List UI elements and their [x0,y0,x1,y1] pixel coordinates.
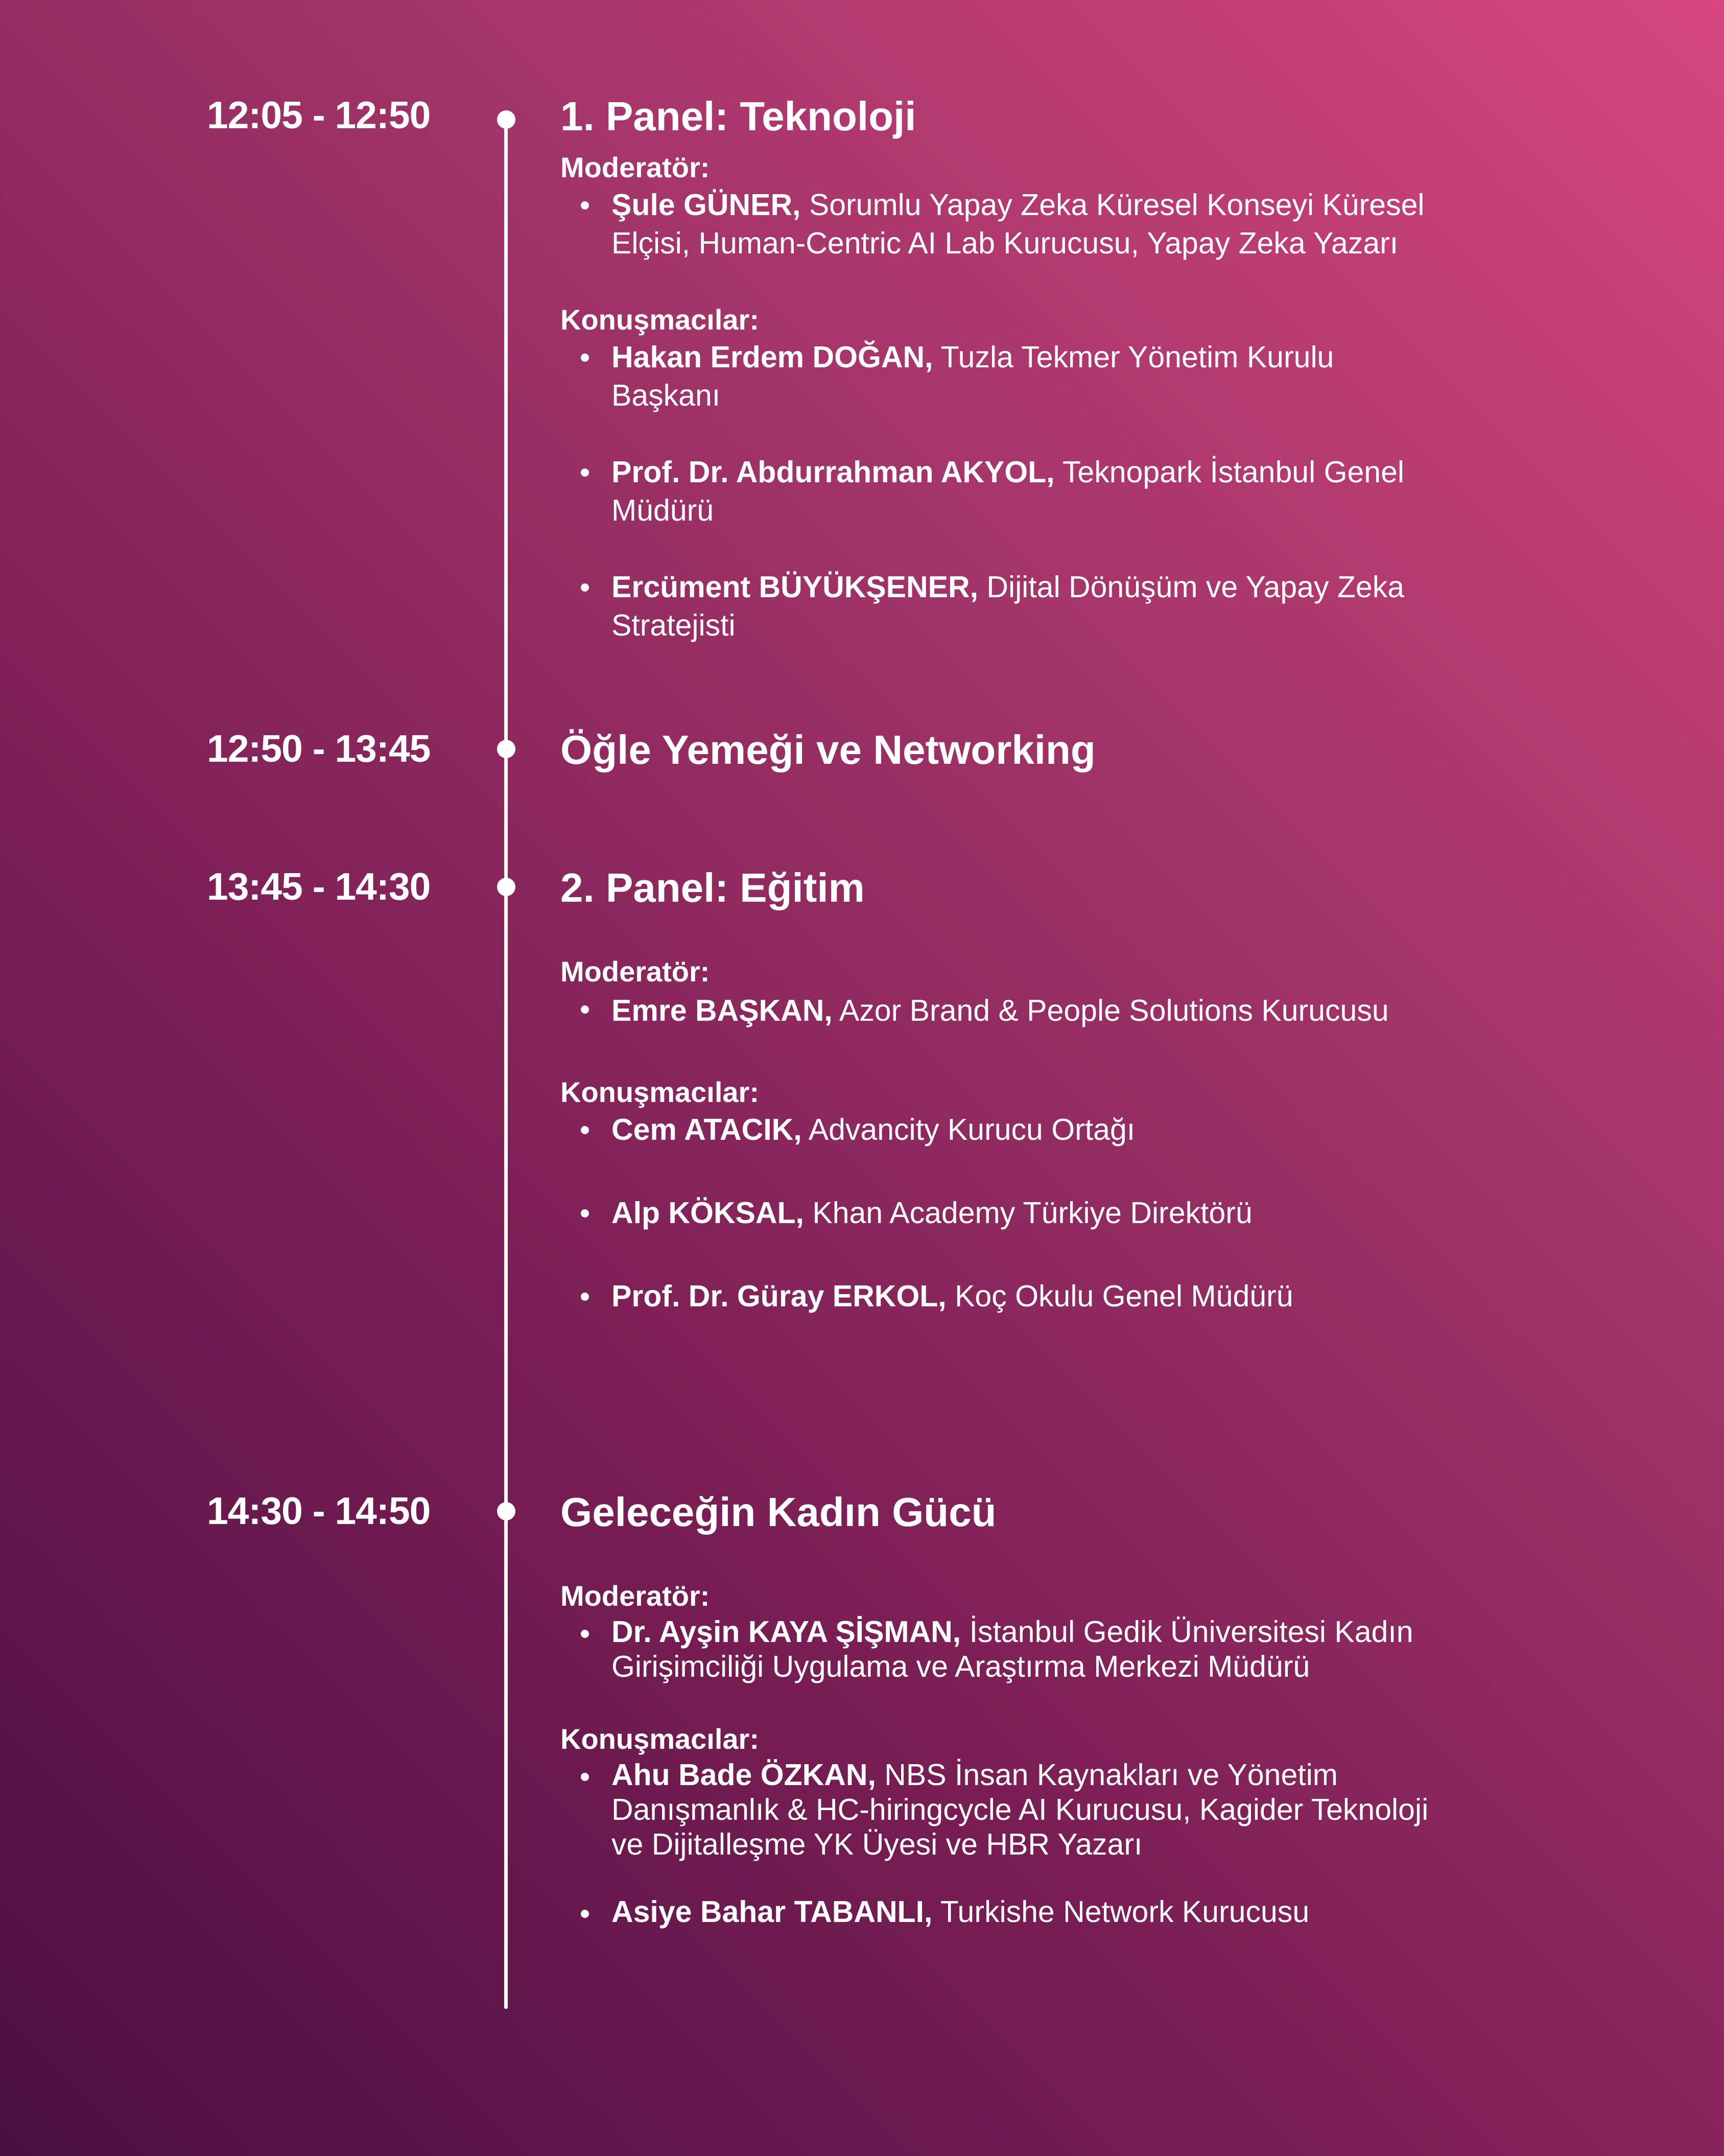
list-item [560,1111,1439,1149]
person-affiliation: Dijital Dönüşüm ve Yapay Zeka Stratejisti [611,570,1405,642]
person-affiliation: Khan Academy Türkiye Direktörü [804,1196,1253,1230]
timeline-dot [497,1502,515,1520]
person-name: Hakan Erdem DOĞAN, [611,340,933,374]
moderator-list [560,990,1439,1031]
session-time: 12:05 - 12:50 [207,93,431,136]
person-affiliation: Koç Okulu Genel Müdürü [946,1279,1293,1313]
timeline-line [504,119,508,2009]
person-name: Emre BAŞKAN, [611,994,833,1027]
speaker-list [560,1757,1439,1929]
person-name: Prof. Dr. Güray ERKOL, [611,1279,947,1313]
session-title: Geleceğin Kadın Gücü [560,1489,997,1535]
person-affiliation: Teknopark İstanbul Genel Müdürü [611,455,1405,527]
speaker-list [560,338,1439,645]
list-item [560,1894,1439,1929]
session-title: 2. Panel: Eğitim [560,865,865,910]
person-affiliation: Azor Brand & People Solutions Kurucusu [832,994,1389,1027]
person-affiliation: NBS İnsan Kaynakları ve Yönetim Danışmanlık & HC-hiringcycle AI Kurucusu, Kagider Teknoloji ve Dijitalleşme YK Üyesi ve HBR Yazarı [611,1758,1429,1861]
list-item [560,186,1439,263]
person-name: Alp KÖKSAL, [611,1196,804,1230]
speakers-label: Konuşmacılar: [560,303,759,336]
list-item [560,1277,1439,1316]
moderator-list [560,1614,1439,1684]
timeline-dot [497,740,515,758]
person-affiliation: Sorumlu Yapay Zeka Küresel Konseyi Küresel Elçisi, Human-Centric AI Lab Kurucusu, Yapay Zeka Yazarı [611,188,1425,260]
person-affiliation: İstanbul Gedik Üniversitesi Kadın Girişimciliği Uygulama ve Araştırma Merkezi Müdürü [611,1615,1413,1683]
person-name: Dr. Ayşin KAYA ŞİŞMAN, [611,1615,961,1649]
person-name: Asiye Bahar TABANLI, [611,1895,933,1929]
session-time: 13:45 - 14:30 [207,865,431,908]
list-item [560,1614,1439,1684]
session-time: 12:50 - 13:45 [207,727,431,770]
list-item [560,568,1439,645]
person-affiliation: Turkishe Network Kurucusu [932,1895,1310,1929]
timeline-dot [497,878,515,896]
moderator-list [560,186,1439,263]
list-item [560,453,1439,530]
person-name: Ercüment BÜYÜKŞENER, [611,570,978,604]
list-item [560,990,1439,1031]
speaker-list [560,1111,1439,1316]
person-name: Şule GÜNER, [611,188,801,222]
speakers-label: Konuşmacılar: [560,1076,759,1108]
moderator-label: Moderatör: [560,151,710,183]
list-item [560,1757,1439,1862]
person-name: Cem ATACIK, [611,1113,802,1146]
moderator-label: Moderatör: [560,1580,710,1612]
person-affiliation: Advancity Kurucu Ortağı [801,1113,1136,1146]
list-item [560,1194,1439,1232]
list-item [560,338,1439,415]
session-title: Öğle Yemeği ve Networking [560,727,1096,772]
moderator-label: Moderatör: [560,955,710,988]
person-name: Prof. Dr. Abdurrahman AKYOL, [611,455,1055,489]
person-affiliation: Tuzla Tekmer Yönetim Kurulu Başkanı [611,340,1334,412]
session-title: 1. Panel: Teknoloji [560,93,916,139]
timeline-dot [497,110,515,129]
speakers-label: Konuşmacılar: [560,1723,759,1755]
person-name: Ahu Bade ÖZKAN, [611,1758,876,1792]
session-time: 14:30 - 14:50 [207,1489,431,1532]
